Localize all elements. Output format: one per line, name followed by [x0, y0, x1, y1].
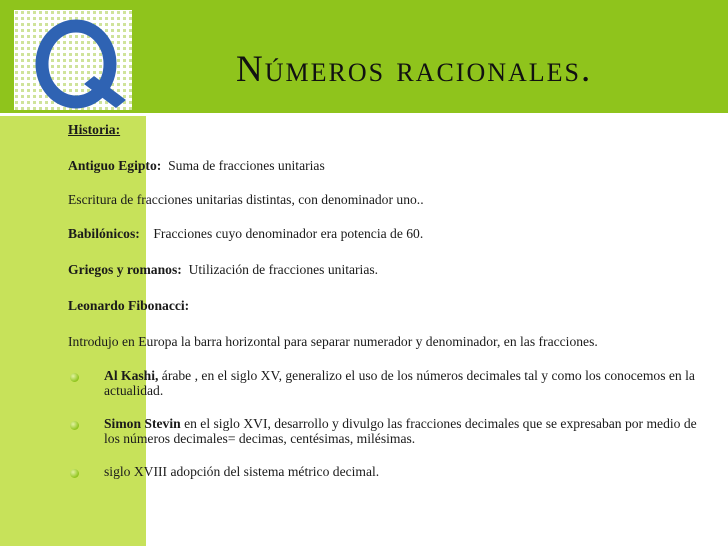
egipto-text: Suma de fracciones unitarias: [168, 158, 325, 173]
bullet-name: Simon Stevin: [104, 416, 181, 431]
fibonacci-label: Leonardo Fibonacci:: [68, 298, 190, 313]
bullet-text: [104, 416, 704, 446]
bullet-icon: [70, 469, 79, 478]
historia-heading: Historia:: [68, 122, 121, 137]
babilonicos-text: Fracciones cuyo denominador era potencia de 60.: [153, 226, 424, 241]
q-logo-svg: [14, 10, 132, 110]
bullet-text: [104, 368, 704, 398]
griegos-text: Utilización de fracciones unitarias.: [188, 262, 379, 277]
bullet-text: [104, 464, 704, 479]
bullet-body: en el siglo XVI, desarrollo y divulgo las fracciones decimales que se expresaban por medio de los números decimales= decimas, centésimas, milésimas.: [104, 416, 697, 446]
babilonicos-line: [68, 226, 423, 242]
bullet-name: Al Kashi,: [104, 368, 159, 383]
escritura-line: Escritura de fracciones unitarias distintas, con denominador uno..: [68, 192, 424, 207]
bullet-icon: [70, 421, 79, 430]
header-divider: [0, 113, 728, 116]
griegos-label: Griegos y romanos:: [68, 262, 182, 277]
bullet-body: árabe , en el siglo XV, generalizo el uso de los números decimales tal y como los conocemos en la actualidad.: [104, 368, 695, 398]
babilonicos-label: Babilónicos:: [68, 226, 140, 241]
egipto-label: Antiguo Egipto:: [68, 158, 162, 173]
bullet-icon: [70, 373, 79, 382]
bullet-body: siglo XVIII adopción del sistema métrico decimal.: [104, 464, 380, 479]
page-title: Números racionales.: [236, 49, 593, 90]
q-letter-logo-icon: [14, 10, 132, 110]
griegos-line: [68, 262, 378, 278]
fibonacci-text: Introdujo en Europa la barra horizontal para separar numerador y denominador, en las fracciones.: [68, 334, 598, 349]
egipto-line: [68, 158, 325, 174]
